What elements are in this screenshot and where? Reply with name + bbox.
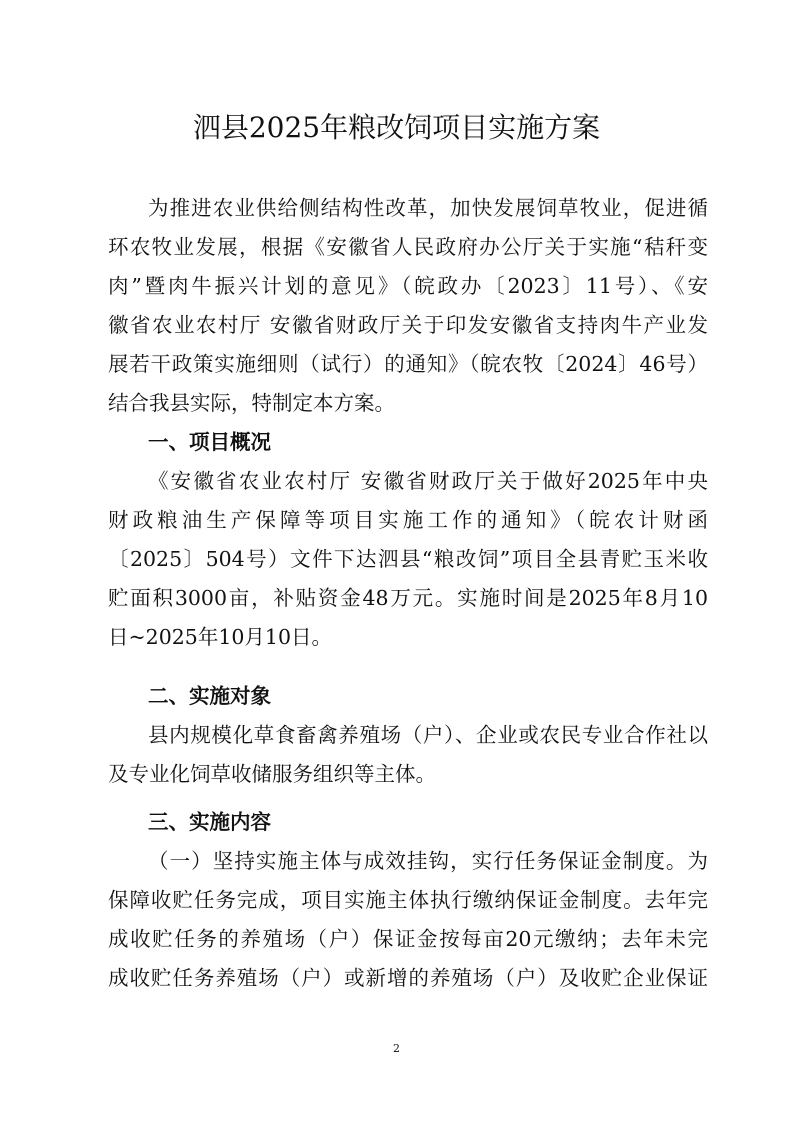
document-title: 泗县2025年粮改饲项目实施方案 bbox=[192, 111, 601, 144]
paragraph-line: 为推进农业供给侧结构性改革，加快发展饲草牧业，促进循 bbox=[148, 196, 708, 220]
paragraph-line: 贮面积3000亩，补贴资金48万元。实施时间是2025年8月10 bbox=[108, 586, 708, 610]
paragraph-line: 成收贮任务的养殖场（户）保证金按每亩20元缴纳；去年未完 bbox=[108, 927, 708, 951]
page-number: 2 bbox=[393, 1042, 400, 1055]
paragraph-line: 肉”暨肉牛振兴计划的意见》（皖政办〔2023〕11号）、《安 bbox=[108, 274, 708, 298]
paragraph-line: 县内规模化草食畜禽养殖场（户）、企业或农民专业合作社以 bbox=[148, 723, 708, 747]
paragraph-line: 日~2025年10月10日。 bbox=[108, 625, 333, 649]
paragraph-line: 《安徽省农业农村厅 安徽省财政厅关于做好2025年中央 bbox=[148, 469, 708, 493]
paragraph-line: 徽省农业农村厅 安徽省财政厅关于印发安徽省支持肉牛产业发 bbox=[108, 313, 708, 337]
section-heading: 三、实施内容 bbox=[148, 810, 271, 834]
paragraph-line: 环农牧业发展，根据《安徽省人民政府办公厅关于实施“秸秆变 bbox=[108, 235, 708, 259]
paragraph-line: 及专业化饲草收储服务组织等主体。 bbox=[108, 762, 436, 786]
paragraph-line: 财政粮油生产保障等项目实施工作的通知》（皖农计财函 bbox=[108, 508, 708, 532]
paragraph-line: （一）坚持实施主体与成效挂钩，实行任务保证金制度。为 bbox=[148, 849, 708, 873]
paragraph-line: 展若干政策实施细则（试行）的通知》（皖农牧〔2024〕46号） bbox=[108, 352, 708, 376]
section-heading: 二、实施对象 bbox=[148, 684, 271, 708]
paragraph-line: 成收贮任务养殖场（户）或新增的养殖场（户）及收贮企业保证 bbox=[108, 966, 708, 990]
section-heading: 一、项目概况 bbox=[148, 430, 271, 454]
paragraph-line: 结合我县实际，特制定本方案。 bbox=[108, 391, 395, 415]
paragraph-line: 保障收贮任务完成，项目实施主体执行缴纳保证金制度。去年完 bbox=[108, 888, 708, 912]
paragraph-line: 〔2025〕504号）文件下达泗县“粮改饲”项目全县青贮玉米收 bbox=[108, 547, 708, 571]
